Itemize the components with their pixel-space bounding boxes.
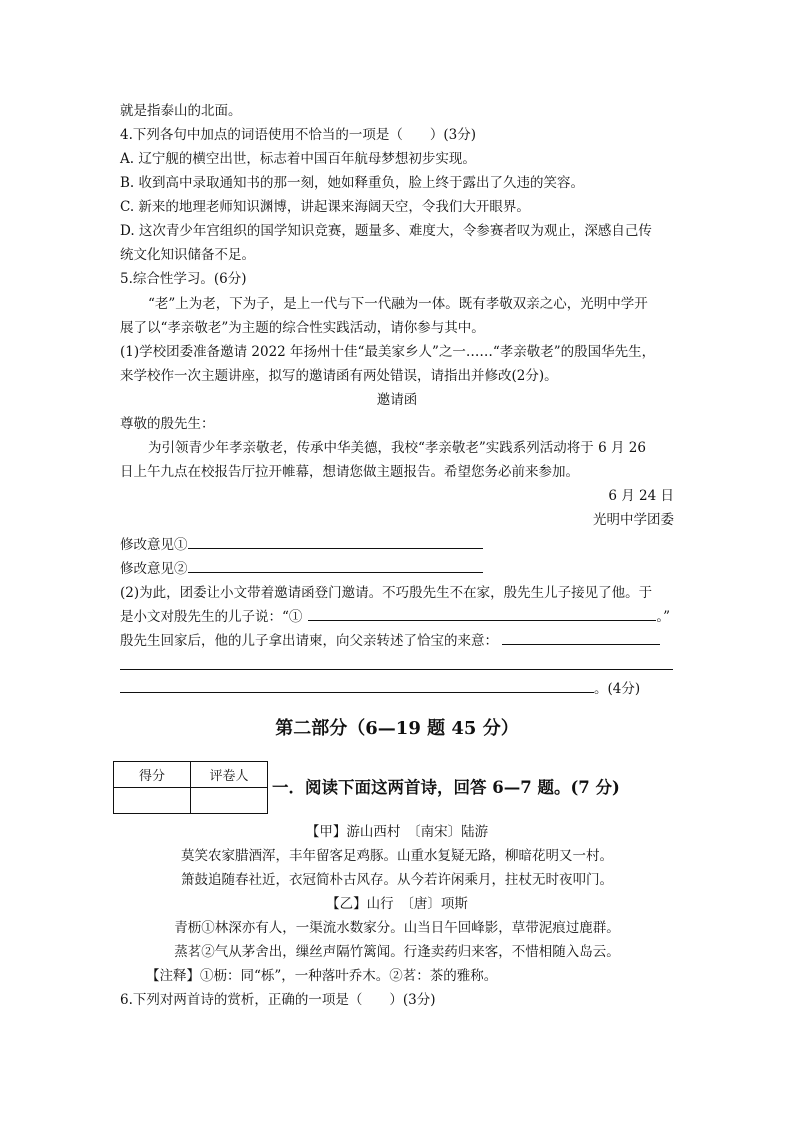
text-line: 就是指泰山的北面。	[120, 103, 242, 119]
letter-body: 为引领青少年孝亲敬老，传承中华美德，我校“孝亲敬老”实践系列活动将于 6 月 26	[148, 440, 646, 456]
poem-yi-title: 【乙】山行 〔唐〕项斯	[326, 896, 468, 912]
section-1-title: 一．阅读下面这两首诗，回答 6—7 题。(7 分)	[272, 778, 620, 797]
poem-jia-line-2: 箫鼓追随春社近，衣冠简朴古风存。从今若许闲乘月，拄杖无时夜叩门。	[181, 872, 613, 888]
subquestion-2-text: 殷先生回家后，他的儿子拿出请柬，向父亲转述了恰宝的来意：	[120, 633, 498, 649]
fix-1-answer-line[interactable]	[188, 535, 483, 549]
option-a: A. 辽宁舰的横空出世，标志着中国百年航母梦想初步实现。	[120, 151, 476, 167]
subquestion-2-row-2	[120, 631, 660, 651]
grader-header: 评卷人	[191, 762, 268, 788]
letter-salutation: 尊敬的殷先生：	[120, 416, 215, 432]
letter-date: 6 月 24 日	[608, 488, 674, 504]
fix-1-label: 修改意见①	[120, 537, 188, 553]
answer-line-2[interactable]	[502, 631, 660, 645]
subquestion-2: (2)为此，团委让小文带着邀请函登门邀请。不巧殷先生不在家，殷先生儿子接见了他。于	[120, 585, 653, 601]
letter-signer: 光明中学团委	[593, 512, 674, 528]
question-5: 5.综合性学习。(6分)	[120, 271, 247, 287]
option-d-cont: 统文化知识储备不足。	[120, 247, 255, 263]
option-b: B. 收到高中录取通知书的那一刻，她如释重负，脸上终于露出了久违的笑容。	[120, 175, 585, 191]
answer-line-4[interactable]	[120, 679, 594, 693]
part-2-title: 第二部分（6—19 题 45 分）	[275, 718, 519, 739]
answer-line-3[interactable]	[120, 669, 673, 670]
fix-2-row	[120, 559, 483, 579]
poem-yi-line-2: 蒸茗②气从茅舍出，缫丝声隔竹篱闻。行逢卖药归来客，不惜相随入岛云。	[174, 944, 620, 960]
poem-jia-title: 【甲】游山西村 〔南宋〕陆游	[305, 824, 489, 840]
letter-body-cont: 日上午九点在校报告厅拉开帷幕，想请您做主题报告。希望您务必前来参加。	[120, 464, 579, 480]
score-cell[interactable]	[114, 788, 191, 814]
question-4: 4.下列各句中加点的词语使用不恰当的一项是（ ）(3分)	[120, 127, 477, 143]
letter-title: 邀请函	[376, 392, 418, 408]
answer-line-1[interactable]	[308, 607, 656, 621]
fix-1-row	[120, 535, 483, 555]
option-d: D. 这次青少年宫组织的国学知识竞赛，题量多、难度大，令参赛者叹为观止，深感自己传	[120, 223, 652, 239]
subquestion-1-cont: 来学校作一次主题讲座，拟写的邀请函有两处错误，请指出并修改(2分)。	[120, 368, 558, 384]
poem-notes: 【注释】①枥：同“栎”，一种落叶乔木。②茗：茶的雅称。	[146, 968, 498, 984]
answer-line-4-row	[120, 679, 640, 699]
paragraph: “老”上为老，下为子，是上一代与下一代融为一体。既有孝敬双亲之心，光明中学开	[148, 296, 648, 312]
paragraph-cont: 展了以“孝亲敬老”为主题的综合性实践活动，请你参与其中。	[120, 320, 485, 336]
grader-cell[interactable]	[191, 788, 268, 814]
score-table	[113, 761, 268, 814]
poem-jia-line-1: 莫笑农家腊酒浑，丰年留客足鸡豚。山重水复疑无路，柳暗花明又一村。	[181, 848, 613, 864]
score-note: 。(4分)	[594, 681, 641, 697]
question-6: 6.下列对两首诗的赏析，正确的一项是（ ）(3分)	[120, 992, 436, 1008]
poem-yi-line-1: 青枥①林深亦有人，一渠流水数家分。山当日午回峰影，草带泥痕过鹿群。	[174, 920, 620, 936]
score-header: 得分	[114, 762, 191, 788]
fix-2-answer-line[interactable]	[188, 559, 483, 573]
fix-2-label: 修改意见②	[120, 561, 188, 577]
option-c: C. 新来的地理老师知识渊博，讲起课来海阔天空，令我们大开眼界。	[120, 199, 530, 215]
subquestion-2-row	[120, 607, 670, 627]
subquestion-2-prefix: 是小文对殷先生的儿子说：“①	[120, 609, 303, 625]
subquestion-2-suffix: 。”	[656, 609, 671, 625]
subquestion-1: (1)学校团委准备邀请 2022 年扬州十佳“最美家乡人”之一……“孝亲敬老”的殷国华先生，	[120, 344, 656, 360]
